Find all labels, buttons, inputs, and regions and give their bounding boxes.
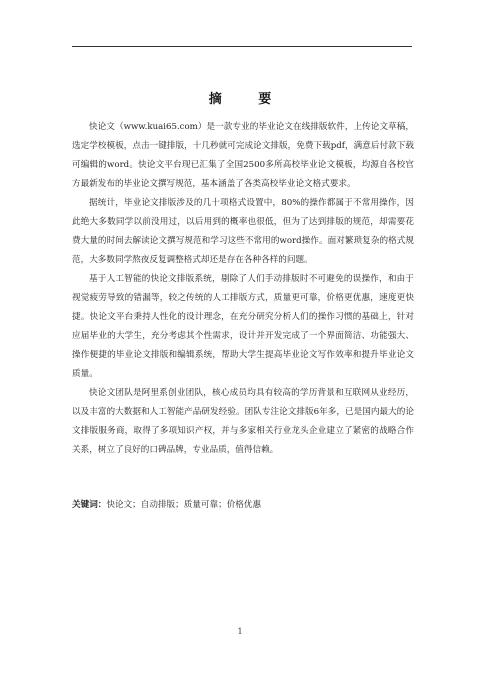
- abstract-paragraph-4: 快论文团队是阿里系创业团队，核心成员均具有较高的学历背景和互联网从业经历，以及丰富的大数据和人工智能产品研发经验。团队专注论文排版6年多，已是国内最大的论文排版服务商，取得了多项知识产权，并与多家相关行业龙头企业建立了紧密的战略合作关系，树立了良好的口碑品牌，专业品质，值得信赖。: [72, 388, 414, 455]
- page-number: 1: [237, 627, 243, 636]
- abstract-body: [72, 118, 414, 460]
- abstract-paragraph-1: 快论文（www.kuai65.com）是一款专业的毕业论文在线排版软件，上传论文草稿，选定学校模板，点击一键排版，十几秒就可完成论文排版，免费下载pdf，满意后付款下载可编辑的word。快论文平台现已汇集了全国2500多所高校毕业论文模板，均源自各校官方最新发布的毕业论文撰写规范，基本涵盖了各类高校毕业论文格式要求。: [72, 122, 414, 189]
- keywords-text: 快论文；自动排版；质量可靠；价格优惠: [106, 500, 262, 510]
- keywords-line: [72, 498, 414, 512]
- keywords-label: 关键词：: [72, 500, 107, 510]
- abstract-paragraph-2: 据统计，毕业论文排版涉及的几十项格式设置中，80%的操作都属于不常用操作，因此绝大多数同学以前没用过，以后用到的概率也很低，但为了达到排版的规范，却需要花费大量的时间去解读论文撰写规范和学习这些不常用的word操作。面对繁琐复杂的格式规范，大多数同学熬夜反复调整格式却还是存在各种各样的问题。: [72, 198, 414, 265]
- header-rule: [72, 46, 412, 47]
- abstract-paragraph-3: 基于人工智能的快论文排版系统，剔除了人们手动排版时不可避免的误操作，和由于视觉疲劳导致的错漏等，较之传统的人工排版方式，质量更可靠，价格更优惠，速度更快捷。快论文平台秉持人性化的设计理念，在充分研究分析人们的操作习惯的基础上，针对应届毕业的大学生，充分考虑其个性需求，设计并开发完成了一个界面简洁、功能强大、操作便捷的毕业论文排版和编辑系统，帮助大学生提高毕业论文写作效率和提升毕业论文质量。: [72, 274, 414, 379]
- abstract-title: 摘 要: [208, 92, 288, 107]
